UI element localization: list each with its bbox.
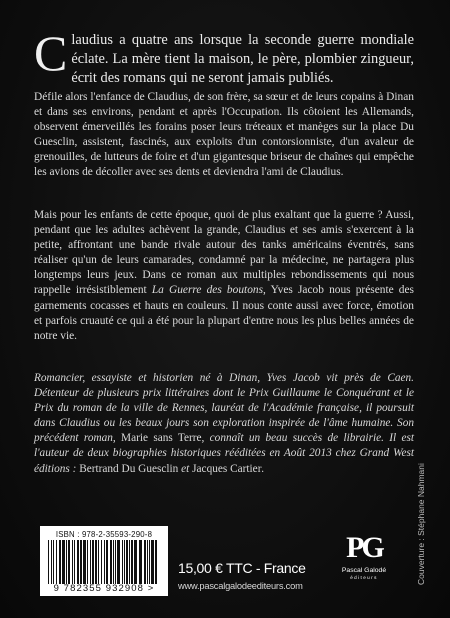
publisher-logo-mark: PG	[346, 531, 382, 564]
publisher-logo-name: Pascal Galodé	[341, 567, 387, 574]
bio-text: et	[178, 462, 193, 475]
drop-cap: C	[34, 25, 68, 81]
book-title: Marie sans Terre	[121, 432, 202, 445]
lead-text: laudius a quatre ans lorsque la seconde guerre mondiale éclate. La mère tient la maison, le père, plombier zingueur, écrit des romans qui ne seront jamais publiés.	[71, 32, 414, 86]
synopsis-text: , Yves Jacob nous présente des garnements cocasses et hauts en couleurs. Il nous conte aussi avec force, émotion et parfois cruauté ce qui a été pour la plupart d'entre nous les plus belles années de notre vie.	[34, 284, 414, 342]
bio-text: .	[261, 462, 265, 475]
book-title: Jacques Cartier	[192, 462, 262, 475]
book-title: Bertrand Du Guesclin	[79, 462, 179, 475]
isbn-barcode	[40, 526, 168, 596]
barcode-digits: 9 782355 932908 >	[53, 583, 155, 594]
barcode-bars	[46, 540, 162, 584]
price: 15,00 € TTC - France	[178, 560, 306, 576]
publisher-logo-sub: éditeurs	[350, 575, 378, 580]
bio-text: Romancier, essayiste et historien né à Dinan, Yves Jacob vit près de Caen. Détenteur de plusieurs prix littéraires dont le Prix Guillaume le Conquérant et le Prix du roman de la ville de Rennes, lauréat de l'Académie française, il poursuit dans Claudius ou les beaux jours son exploration inspirée de l'âme humaine. Son précédent roman,	[34, 372, 414, 445]
author-bio	[34, 371, 414, 477]
referenced-book-title: La Guerre des boutons	[151, 284, 264, 297]
synopsis-text: Mais pour les enfants de cette époque, quoi de plus exaltant que la guerre ? Aussi, pendant que les adultes achèvent la grande, Claudius et ses amis s'exercent à la petite, affrontant une bande rivale autour des tanks américains éventrés, sans réaliser qu'un de leurs camarades, condamné par la médecine, ne partagera plus longtemps leurs jeux. Dans ce roman aux multiples rebondissements qui nous rappelle irrésistiblement	[34, 209, 414, 297]
cover-credit: Couverture : Stéphane Nahmani	[416, 463, 426, 585]
publisher-logo	[340, 533, 388, 597]
bio-text: , connaît un beau succès de librairie. Il est l'auteur de deux biographies historiques rééditées en Août 2013 chez Grand West éditions :	[34, 432, 414, 475]
isbn-label: ISBN : 978-2-35593-290-8	[55, 530, 153, 539]
publisher-website: www.pascalgalodeediteurs.com	[178, 581, 303, 591]
synopsis-paragraph-2	[34, 208, 414, 344]
synopsis-paragraph-1: Défile alors l'enfance de Claudius, de son frère, sa sœur et de leurs copains à Dinan et dans ses environs, pendant et après l'Occupation. Ils côtoient les Allemands, observent émerveillés les forains poser leurs tréteaux et manèges sur la place Du Guesclin, assistent, fascinés, aux exploits d'un contorsionniste, d'un avaleur de grenouilles, de lutteurs de foire et d'un gigantesque briseur de chaînes qui empêche les avions de décoller avec ses dents et deviendra l'ami de Claudius.	[34, 91, 414, 179]
lead-paragraph	[34, 25, 414, 88]
